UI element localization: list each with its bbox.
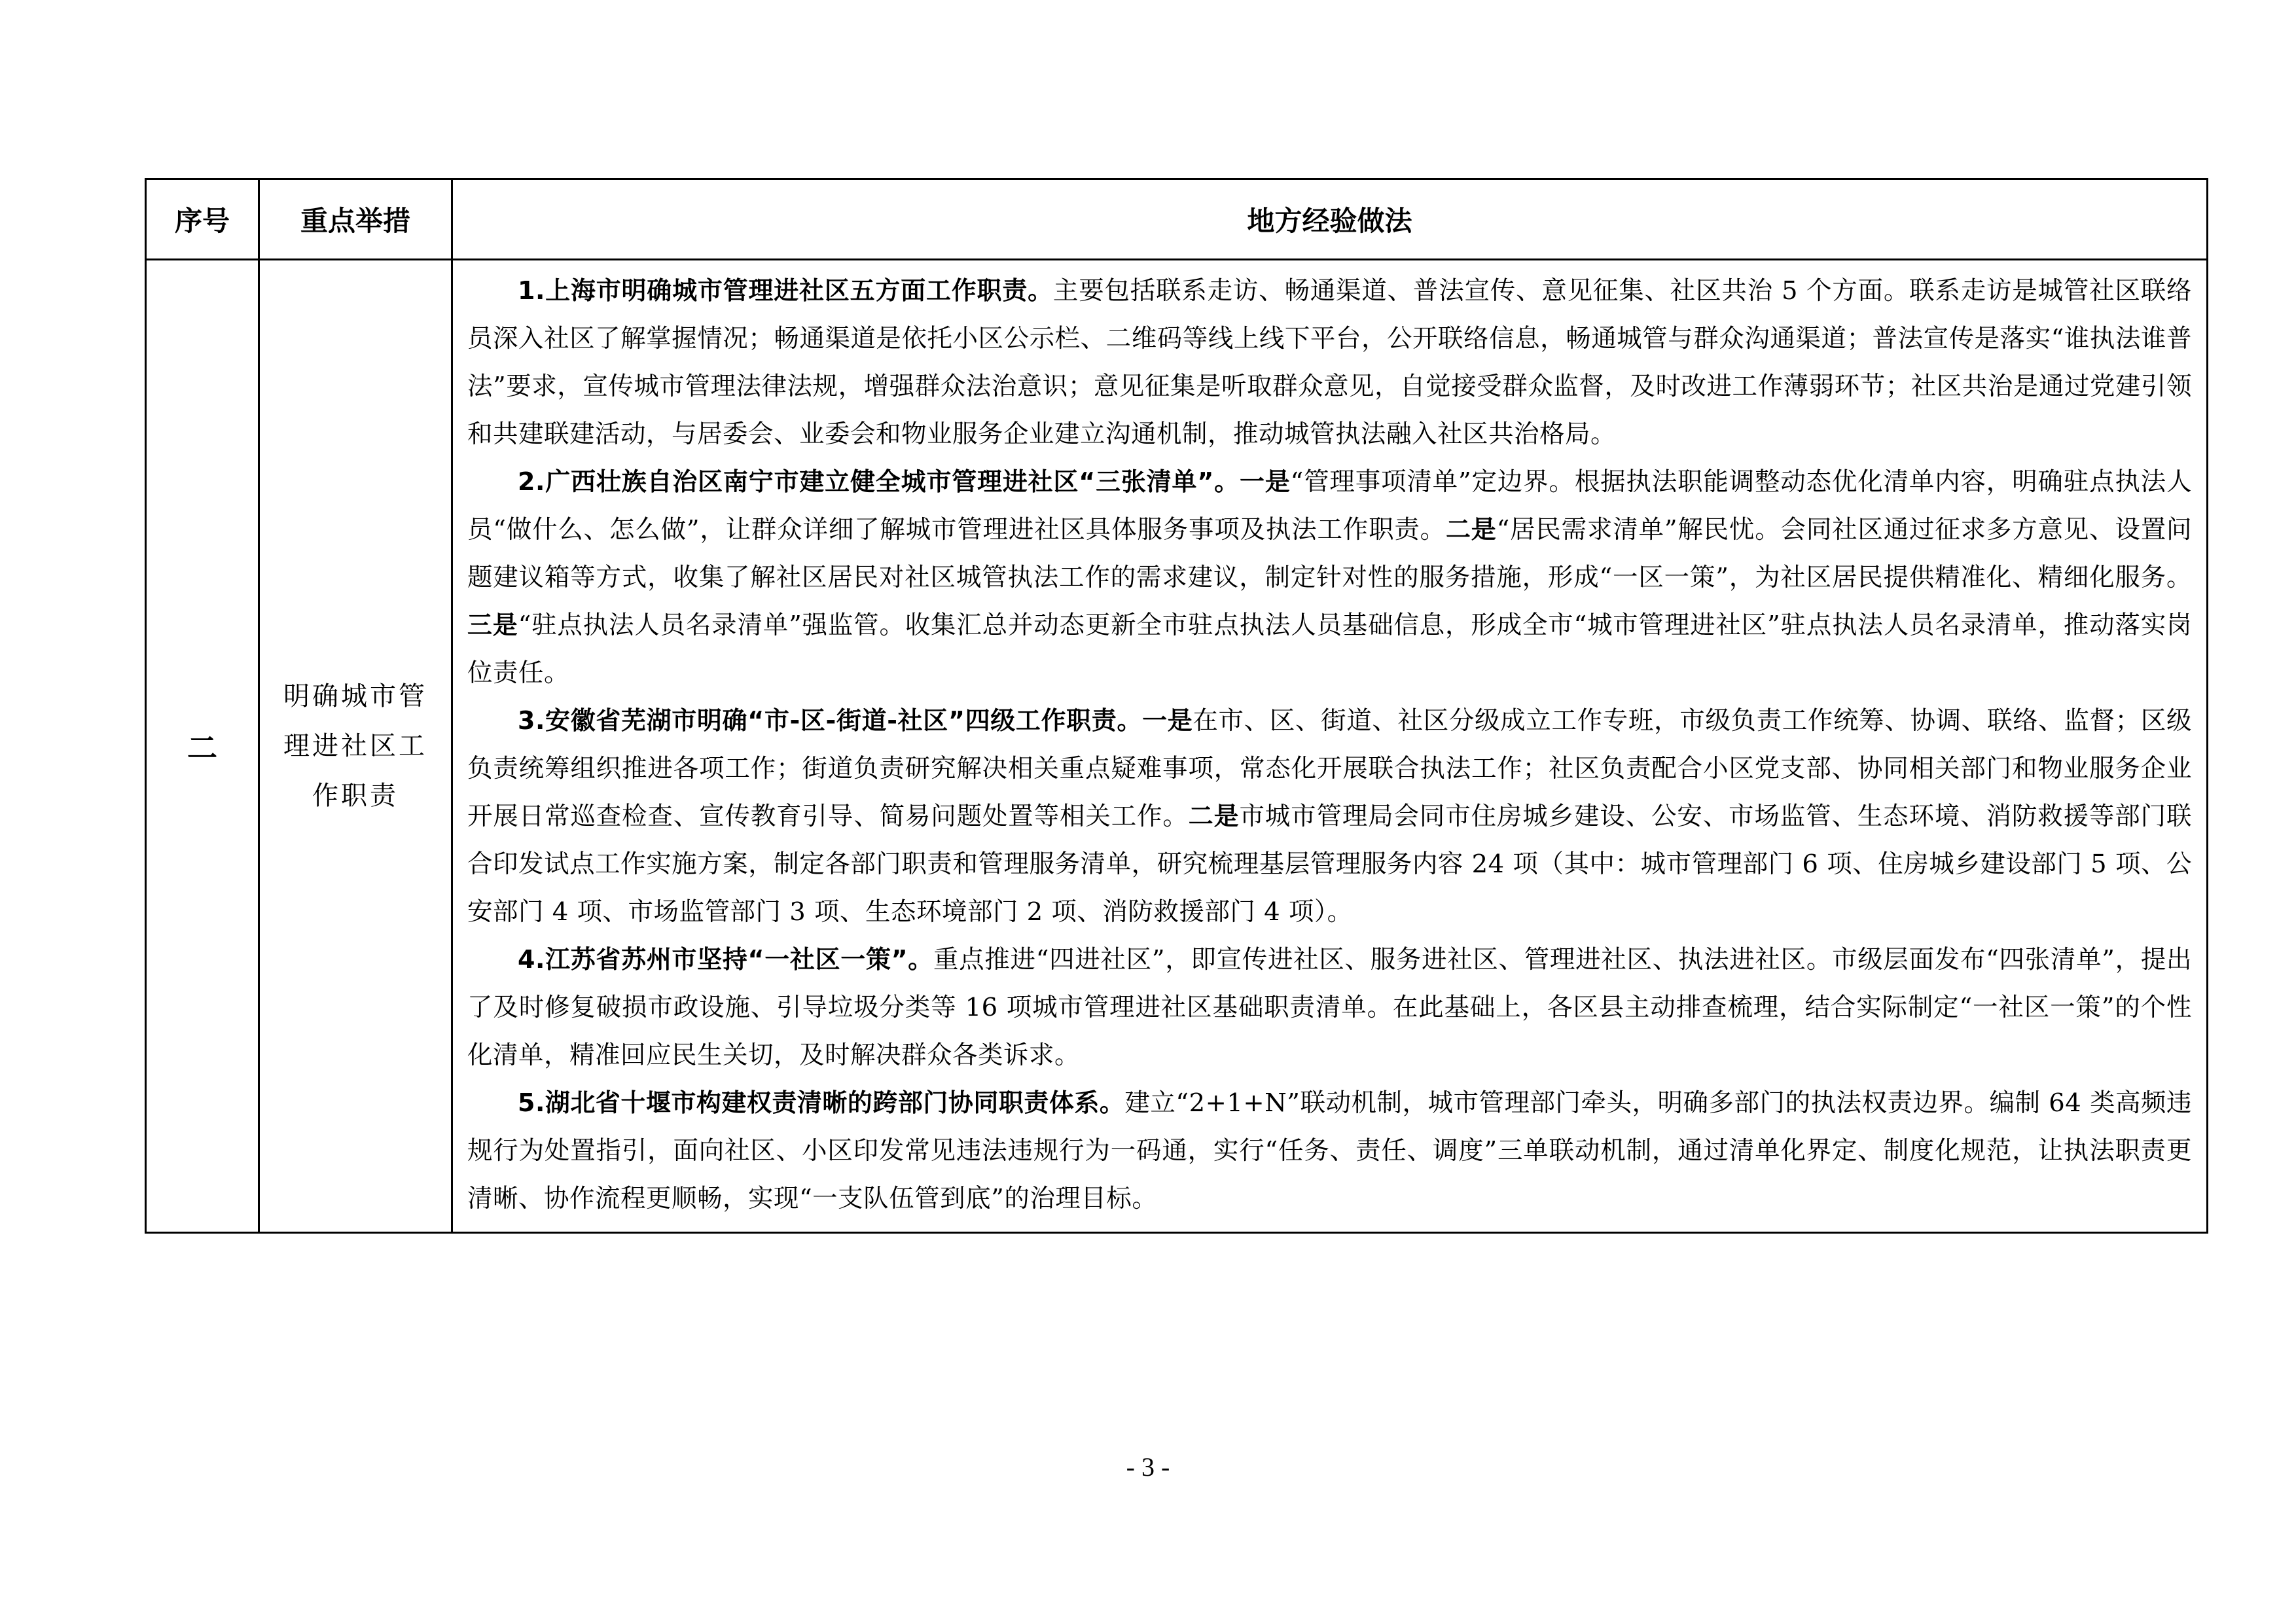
paragraph-lead: 5.湖北省十堰市构建权责清晰的跨部门协同职责体系。 bbox=[518, 1088, 1125, 1117]
practice-paragraph bbox=[467, 458, 2192, 697]
practice-paragraph bbox=[467, 936, 2192, 1079]
row-serial-number: 二 bbox=[146, 260, 259, 1233]
measures-table bbox=[145, 178, 2208, 1234]
segment-lead: 一是 bbox=[1239, 467, 1291, 496]
paragraph-lead: 1.上海市明确城市管理进社区五方面工作职责。 bbox=[518, 276, 1053, 305]
segment-text: “居民需求清单”解民忧。会同社区通过征求多方意见、设置问题建议箱等方式，收集了解社区居民对社区城管执法工作的需求建议，制定针对性的服务措施，形成“一区一策”，为社区居民提供精准化、精细化服务。 bbox=[467, 515, 2192, 592]
table-header-row bbox=[146, 179, 2208, 260]
segment-text: 主要包括联系走访、畅通渠道、普法宣传、意见征集、社区共治 5 个方面。联系走访是城管社区联络员深入社区了解掌握情况；畅通渠道是依托小区公示栏、二维码等线上线下平台，公开联络信息，畅通城管与群众沟通渠道；普法宣传是落实“谁执法谁普法”要求，宣传城市管理法律法规，增强群众法治意识；意见征集是听取群众意见，自觉接受群众监督，及时改进工作薄弱环节；社区共治是通过党建引领和共建联建活动，与居委会、业委会和物业服务企业建立沟通机制，推动城管执法融入社区共治格局。 bbox=[467, 276, 2192, 449]
segment-lead: 二是 bbox=[1445, 515, 1497, 544]
row-local-practice bbox=[452, 260, 2208, 1233]
practice-paragraph bbox=[467, 1079, 2192, 1222]
segment-text: 在市、区、街道、社区分级成立工作专班，市级负责工作统筹、协调、联络、监督；区级负责统筹组织推进各项工作；街道负责研究解决相关重点疑难事项，常态化开展联合执法工作；社区负责配合小区党支部、协同相关部门和物业服务企业开展日常巡查检查、宣传教育引导、简易问题处置等相关工作。 bbox=[467, 706, 2192, 831]
header-local-practice: 地方经验做法 bbox=[452, 179, 2208, 260]
segment-text: “驻点执法人员名录清单”强监管。收集汇总并动态更新全市驻点执法人员基础信息，形成全市“城市管理进社区”驻点执法人员名录清单，推动落实岗位责任。 bbox=[467, 611, 2192, 688]
practice-paragraph bbox=[467, 267, 2192, 458]
table-row bbox=[146, 260, 2208, 1233]
paragraph-lead: 3.安徽省芜湖市明确“市-区-街道-社区”四级工作职责。 bbox=[518, 706, 1143, 735]
paragraph-lead: 4.江苏省苏州市坚持“一社区一策”。 bbox=[518, 945, 933, 974]
segment-text: 建立“2+1+N”联动机制，城市管理部门牵头，明确多部门的执法权责边界。编制 64 类高频违规行为处置指引，面向社区、小区印发常见违法违规行为一码通，实行“任务、责任、调度”三单联动机制，通过清单化界定、制度化规范，让执法职责更清晰、协作流程更顺畅，实现“一支队伍管到底”的治理目标。 bbox=[467, 1088, 2192, 1213]
segment-text: “管理事项清单”定边界。根据执法职能调整动态优化清单内容，明确驻点执法人员“做什么、怎么做”，让群众详细了解城市管理进社区具体服务事项及执法工作职责。 bbox=[467, 467, 2192, 544]
segment-text: 重点推进“四进社区”，即宣传进社区、服务进社区、管理进社区、执法进社区。市级层面发布“四张清单”，提出了及时修复破损市政设施、引导垃圾分类等 16 项城市管理进社区基础职责清单。在此基础上，各区县主动排查梳理，结合实际制定“一社区一策”的个性化清单，精准回应民生关切，及时解决群众各类诉求。 bbox=[467, 945, 2192, 1070]
segment-lead: 三是 bbox=[467, 611, 518, 639]
paragraph-lead: 2.广西壮族自治区南宁市建立健全城市管理进社区“三张清单”。 bbox=[518, 467, 1240, 496]
practice-paragraphs bbox=[467, 267, 2192, 1222]
practice-paragraph bbox=[467, 697, 2192, 936]
page-number: - 3 - bbox=[1126, 1452, 1170, 1482]
row-key-measure-text: 明确城市管理进社区工作职责 bbox=[283, 681, 427, 811]
segment-lead: 一是 bbox=[1142, 706, 1193, 735]
header-serial-number: 序号 bbox=[146, 179, 259, 260]
row-key-measure bbox=[259, 260, 452, 1233]
segment-lead: 二是 bbox=[1188, 802, 1240, 830]
header-key-measure: 重点举措 bbox=[259, 179, 452, 260]
segment-text: 市城市管理局会同市住房城乡建设、公安、市场监管、生态环境、消防救援等部门联合印发试点工作实施方案，制定各部门职责和管理服务清单，研究梳理基层管理服务内容 24 项（其中：城市管理部门 6 项、住房城乡建设部门 5 项、公安部门 4 项、市场监管部门 3 项、生态环境部门 2 项、消防救援部门 4 项）。 bbox=[467, 802, 2192, 927]
